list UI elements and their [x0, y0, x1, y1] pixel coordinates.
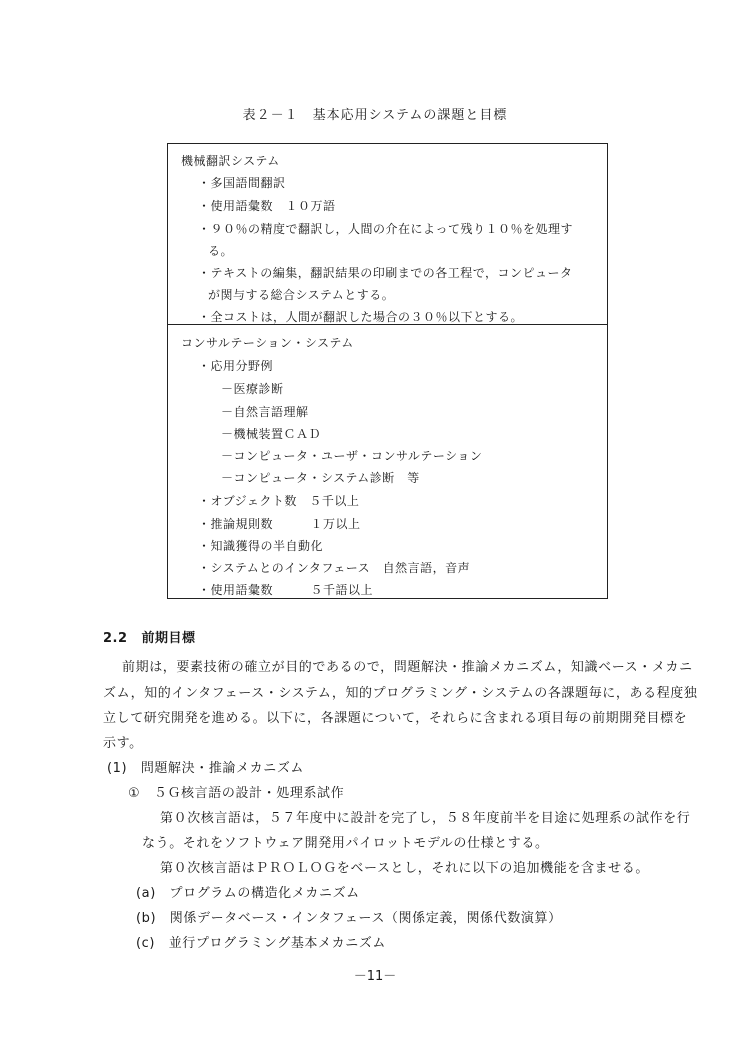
list-item: ・全コストは，人間が翻訳した場合の３０％以下とする。: [198, 310, 524, 324]
item-heading: ① ５Ｇ核言語の設計・処理系試作: [128, 786, 345, 801]
list-item: ・多国語間翻訳: [198, 176, 286, 190]
list-item: ・使用語彙数 １０万語: [198, 199, 336, 213]
list-item: (b) 関係データベース・インタフェース（関係定義，関係代数演算）: [136, 911, 562, 926]
body-line: 第０次核言語はＰＲＯＬＯＧをベースとし，それに以下の追加機能を含ませる。: [160, 861, 649, 876]
body-line: 第０次核言語は，５７年度中に設計を完了し，５８年度前半を目途に処理系の試作を行: [160, 811, 691, 826]
body-line: 前期は，要素技術の確立が目的であるので，問題解決・推論メカニズム，知識ベース・メカニ: [122, 660, 693, 675]
list-item: －コンピュータ・システム診断 等: [221, 471, 420, 485]
table-divider: [168, 324, 607, 325]
list-item: (a) プログラムの構造化メカニズム: [136, 886, 360, 901]
list-item: (c) 並行プログラミング基本メカニズム: [136, 936, 387, 951]
section-number: 2.2: [103, 631, 128, 646]
page-number: －11－: [353, 969, 397, 984]
list-item: －機械装置ＣＡＤ: [221, 427, 322, 441]
subsection-heading: (1) 問題解決・推論メカニズム: [107, 761, 305, 776]
list-item: －医療診断: [221, 382, 284, 396]
list-item: る。: [208, 244, 234, 258]
list-item: ・テキストの編集，翻訳結果の印刷までの各工程で，コンピュータ: [198, 266, 573, 280]
list-item: ・オブジェクト数 ５千以上: [198, 494, 360, 508]
section-title: 前期目標: [141, 631, 196, 646]
list-item: ・推論規則数 １万以上: [198, 517, 361, 531]
goals-table: [167, 143, 608, 599]
list-item: ・９０％の精度で翻訳し，人間の介在によって残り１０％を処理す: [198, 222, 574, 236]
list-item: ・使用語彙数 ５千語以上: [198, 583, 374, 597]
table-caption: 表２－１ 基本応用システムの課題と目標: [242, 108, 508, 123]
list-item: ・知識獲得の半自動化: [198, 539, 324, 553]
list-item: が関与する総合システムとする。: [208, 288, 395, 302]
list-item: －コンピュータ・ユーザ・コンサルテーション: [221, 449, 483, 463]
list-item: ・システムとのインタフェース 自然言語，音声: [198, 561, 471, 575]
list-item: －自然言語理解: [221, 405, 309, 419]
list-item: ・応用分野例: [198, 359, 274, 373]
section-title-consultation: コンサルテーション・システム: [181, 336, 354, 350]
body-line: 立して研究開発を進める。以下に，各課題について，それらに含まれる項目毎の前期開発目標を: [103, 711, 688, 726]
section-heading: [103, 627, 196, 646]
body-line: 示す。: [103, 736, 143, 751]
body-line: ズム，知的インタフェース・システム，知的プログラミング・システムの各課題毎に，ある程度独: [103, 686, 698, 701]
section-title-machine-translation: 機械翻訳システム: [181, 154, 280, 168]
body-line: なう。それをソフトウェア開発用パイロットモデルの仕様とする。: [142, 836, 549, 851]
